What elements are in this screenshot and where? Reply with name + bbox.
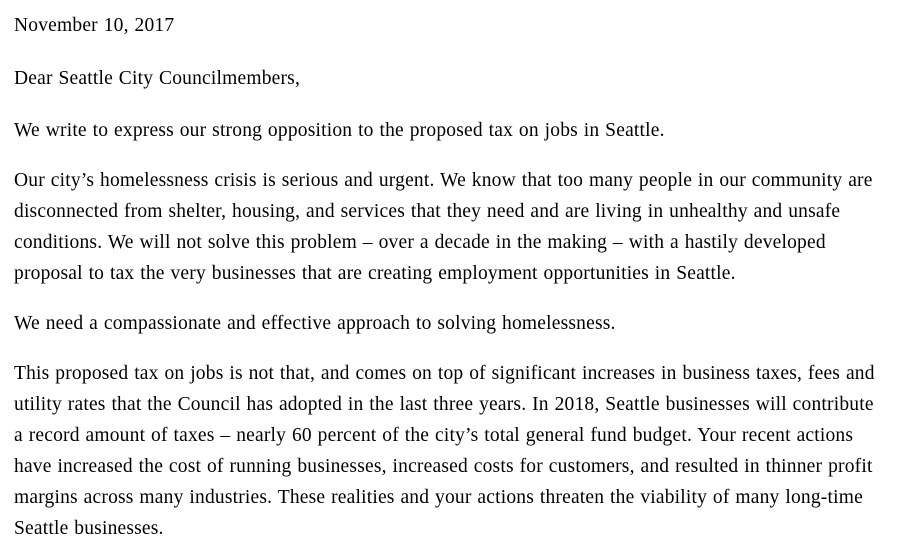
letter-paragraph-1: We write to express our strong opposition to the proposed tax on jobs in Seattle.: [14, 120, 665, 141]
letter-paragraph-4: This proposed tax on jobs is not that, and comes on top of significant increases in business taxes, fees and utility rates that the Council has adopted in the last three years. In 2018, Seattle businesses will contribute a record amount of taxes – nearly 60 percent of the city’s total general fund budget. Your recent actions have increased the cost of running businesses, increased costs for customers, and resulted in thinner profit margins across many industries. These realities and your actions threaten the viability of many long-time Seattle businesses.: [14, 363, 875, 539]
letter-salutation: Dear Seattle City Councilmembers,: [14, 68, 301, 89]
letter-paragraph-3: We need a compassionate and effective approach to solving homelessness.: [14, 313, 616, 334]
letter-date: November 10, 2017: [14, 15, 175, 36]
letter-paragraph-2: Our city’s homelessness crisis is serious and urgent. We know that too many people in our community are disconnected from shelter, housing, and services that they need and are living in unhealthy and unsafe conditions. We will not solve this problem – over a decade in the making – with a hastily developed proposal to tax the very businesses that are creating employment opportunities in Seattle.: [14, 170, 873, 284]
